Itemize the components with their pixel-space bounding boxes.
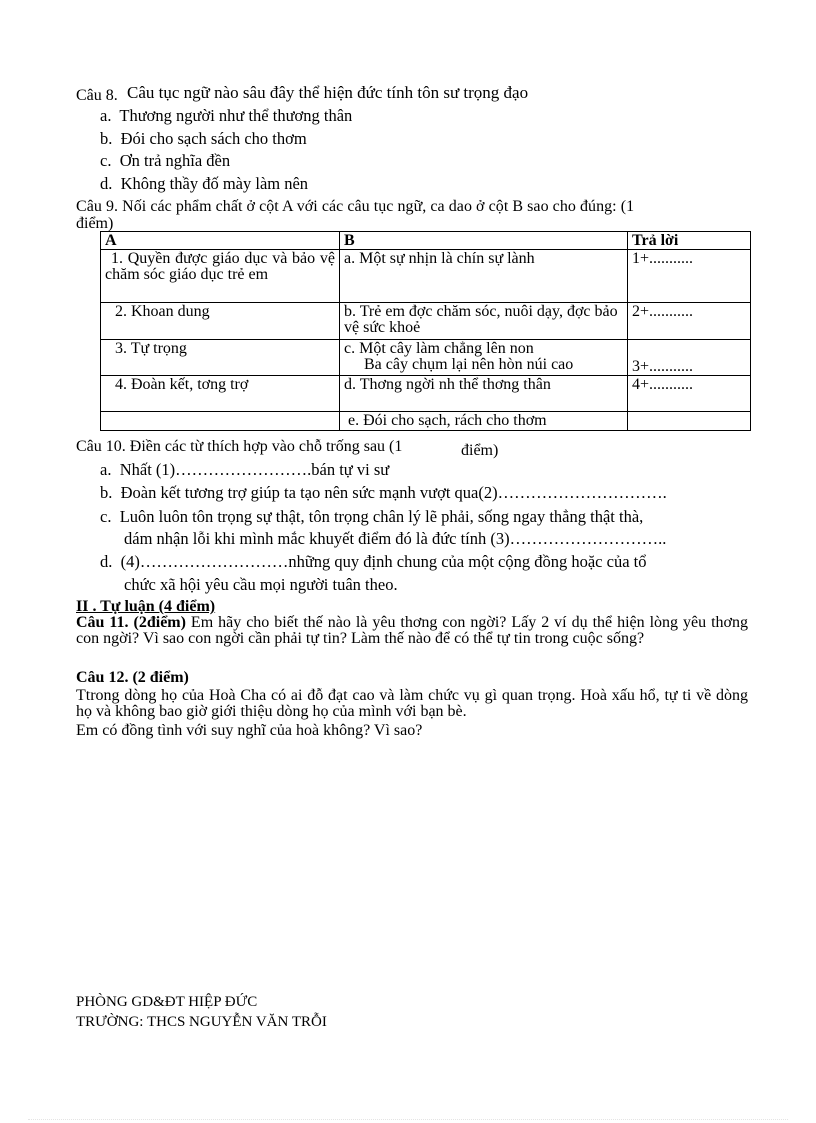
q8-option-d bbox=[100, 174, 308, 194]
table-row bbox=[101, 412, 751, 431]
q9-question-tail: điểm) bbox=[76, 215, 114, 232]
cell-b-line1: c. Một cây làm chẳng lên non bbox=[344, 340, 534, 357]
q11-text: Em hãy cho biết thế nào là yêu thơng con ngời? Lấy 2 ví dụ thể hiện lòng yêu thơng con ngời? Vì sao con ngời cần phải tự tin? Làm thế nào để có thể tự tin trong cuộc sống? bbox=[76, 614, 749, 647]
item-letter: d. bbox=[100, 552, 113, 571]
cell-b: b. Trẻ em đợc chăm sóc, nuôi dạy, đợc bảo vệ sức khoẻ bbox=[340, 303, 628, 340]
cell-b: e. Đói cho sạch, rách cho thơm bbox=[340, 412, 628, 431]
q10-title: Câu 10. Điền các từ thích hợp vào chỗ trống sau (1 bbox=[76, 438, 403, 455]
matching-table bbox=[100, 231, 751, 431]
cell-b: a. Một sự nhịn là chín sự lành bbox=[340, 250, 628, 303]
school-name: TRƯỜNG: THCS NGUYỄN VĂN TRỖI bbox=[76, 1014, 327, 1030]
option-letter: d. bbox=[100, 174, 113, 193]
cell-a: 3. Tự trọng bbox=[101, 340, 340, 376]
table-row bbox=[101, 376, 751, 412]
answer-cell: 4+........... bbox=[628, 376, 751, 412]
answer-cell bbox=[628, 412, 751, 431]
q11-label: Câu 11. (2điểm) bbox=[76, 614, 186, 631]
q12-text: Ttrong dòng họ của Hoà Cha có ai đỗ đạt cao và làm chức vụ gì quan trọng. Hoà xấu hổ, tự ti về dòng họ và không bao giờ giới thiệu dòng họ của mình với bạn bè. bbox=[76, 687, 748, 720]
table-row bbox=[101, 250, 751, 303]
option-letter: c. bbox=[100, 151, 112, 170]
q10-item-c bbox=[100, 507, 643, 527]
q8-option-c bbox=[100, 151, 230, 171]
cell-a bbox=[101, 412, 340, 431]
cell-a: 1. Quyền được giáo dục và bảo vệ chăm sóc giáo dục trẻ em bbox=[101, 250, 340, 303]
option-text: Thương người như thể thương thân bbox=[119, 106, 353, 125]
cell-b: d. Thơng ngời nh thể thơng thân bbox=[340, 376, 628, 412]
item-text: Luôn luôn tôn trọng sự thật, tôn trọng chân lý lẽ phải, sống ngay thẳng thật thà, bbox=[119, 507, 644, 526]
option-text: Không thầy đố mày làm nên bbox=[120, 174, 309, 193]
item-letter: b. bbox=[100, 483, 113, 502]
item-letter: a. bbox=[100, 460, 112, 479]
item-text: Nhất (1)…………………….bán tự vi sư bbox=[119, 460, 390, 479]
cell-a: 2. Khoan dung bbox=[101, 303, 340, 340]
q12-label: Câu 12. (2 điểm) bbox=[76, 669, 189, 686]
q10-title-tail: điểm) bbox=[461, 442, 499, 459]
q10-item-a bbox=[100, 460, 389, 480]
q8-question: Câu tục ngữ nào sâu đây thể hiện đức tính tôn sư trọng đạo bbox=[127, 83, 529, 102]
cell-b-line2: Ba cây chụm lại nên hòn núi cao bbox=[364, 356, 574, 373]
cell-b bbox=[340, 340, 628, 376]
answer-cell: 3+........... bbox=[628, 340, 751, 376]
q10-item-c-cont: dám nhận lỗi khi mình mắc khuyết điểm đó là đức tính (3)……………………….. bbox=[124, 529, 667, 548]
q8-label: Câu 8. bbox=[76, 87, 118, 104]
item-text: (4)………………………những quy định chung của một cộng đồng hoặc của tổ bbox=[120, 552, 647, 571]
q8-option-b bbox=[100, 129, 307, 149]
option-letter: a. bbox=[100, 106, 112, 125]
option-text: Đói cho sạch sách cho thơm bbox=[120, 129, 307, 148]
answer-cell: 2+........... bbox=[628, 303, 751, 340]
q11-paragraph bbox=[76, 615, 748, 647]
answer-cell: 1+........... bbox=[628, 250, 751, 303]
item-letter: c. bbox=[100, 507, 112, 526]
q9-question: Câu 9. Nối các phẩm chất ở cột A với các câu tục ngữ, ca dao ở cột B sao cho đúng: (1 bbox=[76, 198, 635, 215]
q10-item-d-cont: chức xã hội yêu cầu mọi người tuân theo. bbox=[124, 575, 398, 594]
q12-question: Em có đồng tình với suy nghĩ của hoà không? Vì sao? bbox=[76, 722, 423, 739]
table-row bbox=[101, 340, 751, 376]
q10-item-b bbox=[100, 483, 667, 503]
q10-item-d bbox=[100, 552, 646, 572]
item-text: Đoàn kết tương trợ giúp ta tạo nên sức mạnh vượt qua(2)…………………………. bbox=[120, 483, 667, 502]
column-a-header: A bbox=[101, 232, 340, 250]
column-b-header: B bbox=[340, 232, 628, 250]
q8-option-a bbox=[100, 106, 352, 126]
option-letter: b. bbox=[100, 129, 113, 148]
page-edge-divider bbox=[28, 1119, 788, 1120]
table-header-row bbox=[101, 232, 751, 250]
answer-column-header: Trả lời bbox=[628, 232, 751, 250]
department-name: PHÒNG GD&ĐT HIỆP ĐỨC bbox=[76, 994, 258, 1010]
option-text: Ơn trả nghĩa đền bbox=[119, 151, 231, 170]
cell-a: 4. Đoàn kết, tơng trợ bbox=[101, 376, 340, 412]
table-row bbox=[101, 303, 751, 340]
part2-heading: II . Tự luận (4 điểm) bbox=[76, 598, 216, 615]
